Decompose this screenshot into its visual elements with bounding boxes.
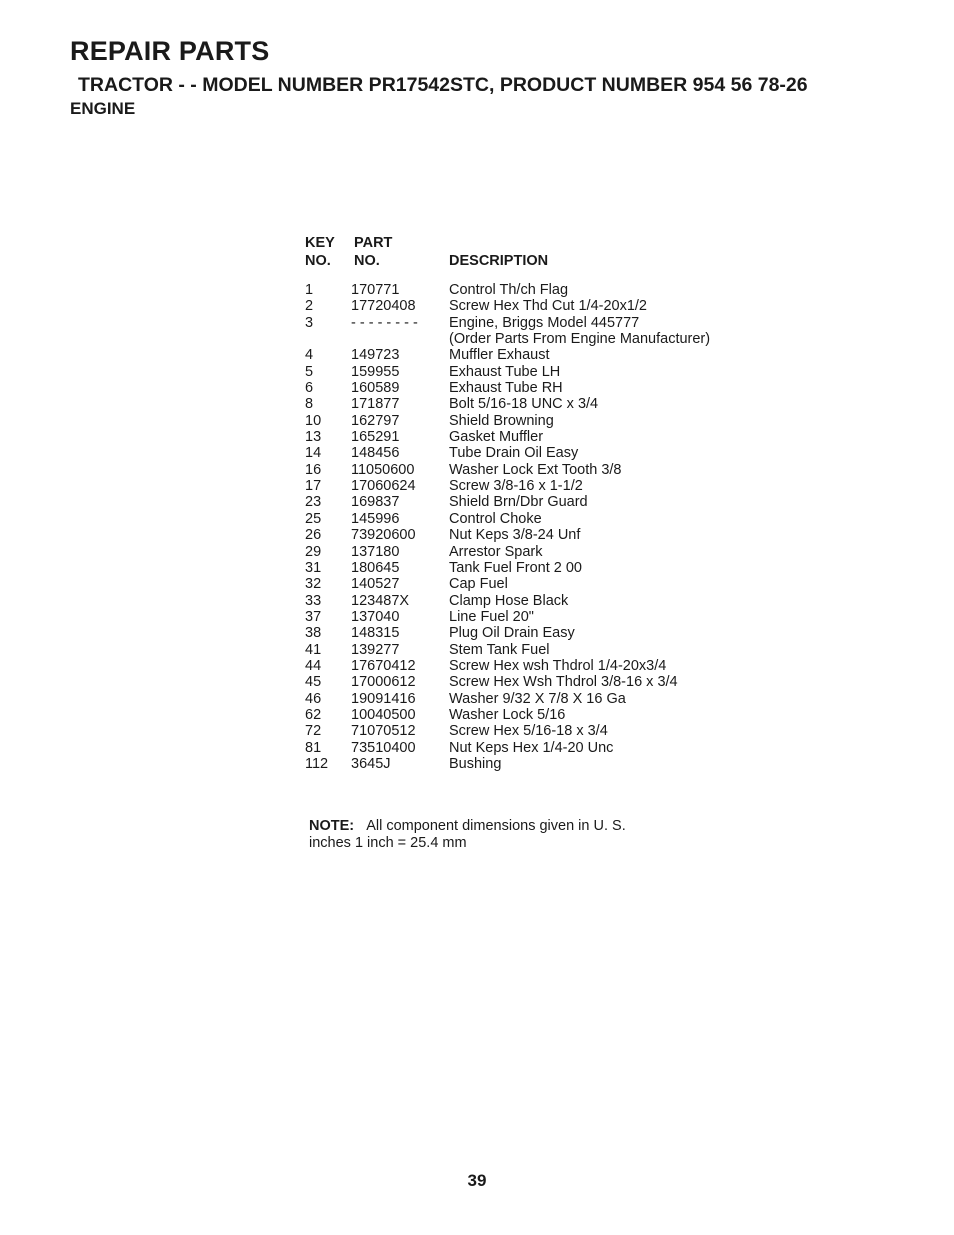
part-number: 148456 <box>351 445 400 462</box>
table-row <box>305 674 710 690</box>
key-number: 2 <box>305 298 314 315</box>
key-number: 10 <box>305 412 322 429</box>
part-number: 165291 <box>351 429 400 446</box>
part-description: Exhaust Tube LH <box>449 363 561 380</box>
part-description: Washer 9/32 X 7/8 X 16 Ga <box>449 690 626 707</box>
key-number: 25 <box>305 510 322 527</box>
note-text: All component dimensions given in U. S. inches 1 inch = 25.4 mm <box>309 818 626 851</box>
part-description: Bolt 5/16-18 UNC x 3/4 <box>449 396 599 413</box>
part-number: 10040500 <box>351 706 416 723</box>
table-row <box>305 298 710 314</box>
part-number: 170771 <box>351 282 400 298</box>
key-number: 29 <box>305 543 322 560</box>
part-number: 162797 <box>351 412 400 429</box>
part-number: 17060624 <box>351 478 416 495</box>
table-row <box>305 691 710 707</box>
table-row <box>305 527 710 543</box>
key-number: 32 <box>305 576 322 593</box>
key-number: 26 <box>305 527 322 544</box>
part-description: Engine, Briggs Model 445777 <box>449 314 640 331</box>
table-row <box>305 560 710 576</box>
table-row <box>305 429 710 445</box>
key-number: 14 <box>305 445 322 462</box>
table-row <box>305 331 710 347</box>
part-description: Screw Hex wsh Thdrol 1/4-20x3/4 <box>449 657 667 674</box>
part-description: Arrestor Spark <box>449 543 543 560</box>
part-column-header: PART <box>354 235 393 251</box>
part-description: Gasket Muffler <box>449 429 544 446</box>
part-description: Stem Tank Fuel <box>449 641 550 658</box>
parts-rows <box>305 282 710 772</box>
part-number: 11050600 <box>351 461 415 478</box>
part-number: 160589 <box>351 380 400 397</box>
key-number: 33 <box>305 592 322 609</box>
part-description: Nut Keps 3/8-24 Unf <box>449 527 581 544</box>
part-description: Shield Browning <box>449 412 554 429</box>
part-description: Control Choke <box>449 510 542 527</box>
key-number <box>305 331 351 347</box>
table-row <box>305 576 710 592</box>
table-row <box>305 642 710 658</box>
part-number: 137040 <box>351 608 400 625</box>
part-description: Nut Keps Hex 1/4-20 Unc <box>449 739 614 756</box>
part-number <box>351 331 449 347</box>
part-description: Bushing <box>449 755 502 772</box>
part-number: 148315 <box>351 625 400 642</box>
key-number: 8 <box>305 396 314 413</box>
table-row <box>305 494 710 510</box>
page-title: REPAIR PARTS <box>70 36 270 66</box>
part-description: Washer Lock 5/16 <box>449 706 566 723</box>
key-number: 6 <box>305 380 314 397</box>
key-number: 45 <box>305 674 322 691</box>
key-number: 44 <box>305 657 322 674</box>
key-column-header-no: NO. <box>305 253 331 269</box>
table-row <box>305 723 710 739</box>
table-row <box>305 707 710 723</box>
part-description: Tube Drain Oil Easy <box>449 445 579 462</box>
key-number: 31 <box>305 559 322 576</box>
table-row <box>305 315 710 331</box>
part-number: 140527 <box>351 576 400 593</box>
part-number: 180645 <box>351 559 400 576</box>
part-number: 19091416 <box>351 690 416 707</box>
part-number: 17000612 <box>351 674 416 691</box>
table-row <box>305 609 710 625</box>
table-row <box>305 347 710 363</box>
part-number: 73510400 <box>351 739 416 756</box>
key-number: 81 <box>305 739 322 756</box>
key-number: 38 <box>305 625 322 642</box>
dimension-note <box>309 818 669 851</box>
part-description: Screw 3/8-16 x 1-1/2 <box>449 478 583 495</box>
note-label: NOTE: <box>309 818 355 834</box>
table-row <box>305 478 710 494</box>
key-number: 62 <box>305 706 322 723</box>
part-description: Screw Hex 5/16-18 x 3/4 <box>449 723 608 740</box>
part-number: 17670412 <box>351 657 416 674</box>
part-description: Control Th/ch Flag <box>449 282 569 298</box>
part-description: (Order Parts From Engine Manufacturer) <box>449 331 711 348</box>
key-number: 37 <box>305 608 322 625</box>
part-description: Clamp Hose Black <box>449 592 569 609</box>
part-number: 159955 <box>351 363 400 380</box>
table-row <box>305 658 710 674</box>
key-number: 4 <box>305 347 314 364</box>
parts-list <box>305 235 710 772</box>
table-header-row-1 <box>305 235 710 253</box>
key-number: 46 <box>305 690 322 707</box>
table-row <box>305 445 710 461</box>
part-number: 71070512 <box>351 723 416 740</box>
part-number: 3645J <box>351 755 391 772</box>
key-number: 5 <box>305 363 314 380</box>
part-column-header-no: NO. <box>354 253 380 269</box>
table-row <box>305 462 710 478</box>
table-row <box>305 544 710 560</box>
part-number: 171877 <box>351 396 400 413</box>
key-number: 16 <box>305 461 322 478</box>
part-number: 139277 <box>351 641 400 658</box>
table-row <box>305 756 710 772</box>
table-header-row-2 <box>305 253 710 271</box>
part-description: Plug Oil Drain Easy <box>449 625 575 642</box>
key-column-header: KEY <box>305 235 335 251</box>
part-number: - - - - - - - - <box>351 314 418 331</box>
table-row <box>305 282 710 298</box>
key-number: 112 <box>305 755 329 772</box>
part-description: Screw Hex Wsh Thdrol 3/8-16 x 3/4 <box>449 674 678 691</box>
table-row <box>305 593 710 609</box>
part-number: 123487X <box>351 592 410 609</box>
key-number: 23 <box>305 494 322 511</box>
key-number: 17 <box>305 478 322 495</box>
part-description: Shield Brn/Dbr Guard <box>449 494 588 511</box>
table-row <box>305 511 710 527</box>
part-number: 137180 <box>351 543 400 560</box>
page-number: 39 <box>467 1171 487 1190</box>
part-number: 149723 <box>351 347 400 364</box>
table-row <box>305 396 710 412</box>
table-row <box>305 380 710 396</box>
key-number: 41 <box>305 641 322 658</box>
key-number: 1 <box>305 282 314 298</box>
key-number: 3 <box>305 314 314 331</box>
part-description: Cap Fuel <box>449 576 508 593</box>
part-description: Muffler Exhaust <box>449 347 550 364</box>
part-description: Washer Lock Ext Tooth 3/8 <box>449 461 622 478</box>
part-number: 73920600 <box>351 527 416 544</box>
table-row <box>305 413 710 429</box>
key-number: 72 <box>305 723 322 740</box>
part-description: Tank Fuel Front 2 00 <box>449 559 582 576</box>
part-description: Line Fuel 20" <box>449 608 534 625</box>
part-description: Exhaust Tube RH <box>449 380 563 397</box>
table-row <box>305 625 710 641</box>
model-subtitle: TRACTOR - - MODEL NUMBER PR17542STC, PRODUCT NUMBER 954 56 78-26 <box>78 74 808 96</box>
part-number: 145996 <box>351 510 400 527</box>
part-description: Screw Hex Thd Cut 1/4-20x1/2 <box>449 298 647 315</box>
table-row <box>305 364 710 380</box>
section-heading: ENGINE <box>70 99 136 118</box>
part-number: 169837 <box>351 494 400 511</box>
table-row <box>305 740 710 756</box>
key-number: 13 <box>305 429 322 446</box>
description-column-header: DESCRIPTION <box>449 253 549 269</box>
part-number: 17720408 <box>351 298 416 315</box>
